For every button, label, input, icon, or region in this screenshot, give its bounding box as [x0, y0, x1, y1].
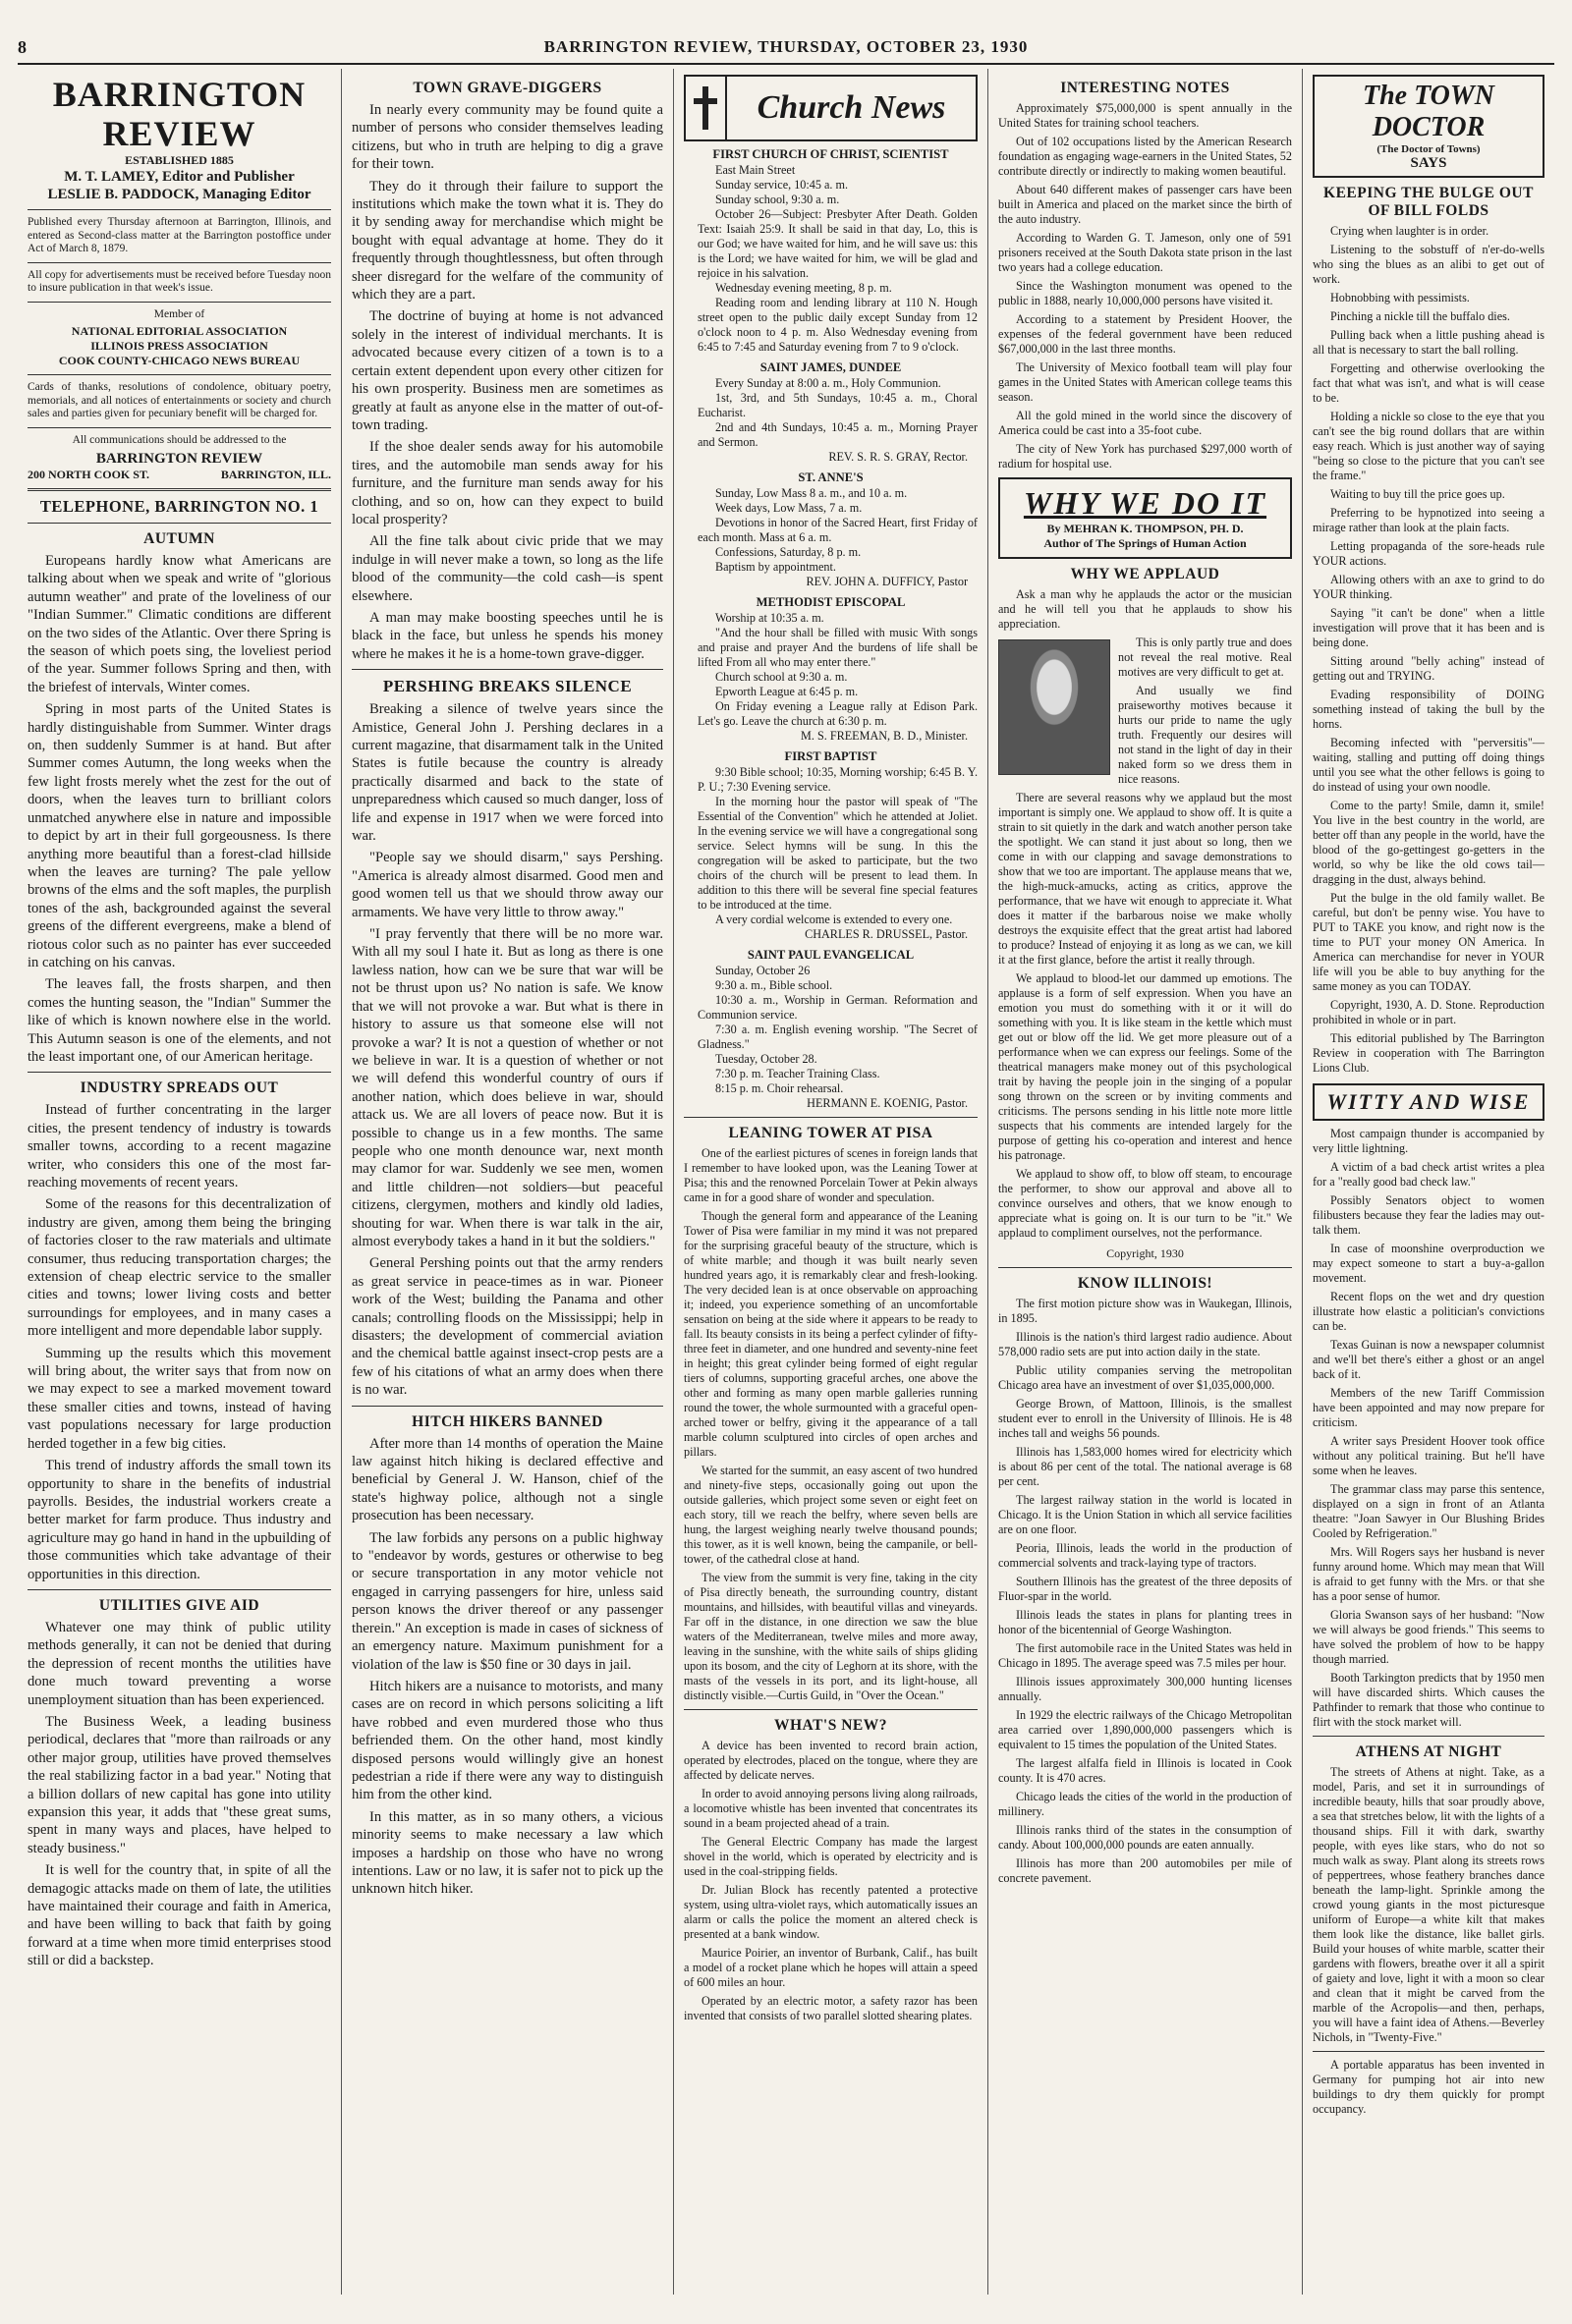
illinois-fact: The largest alfalfa field in Illinois is located in Cook county. It is 470 acres. — [998, 1756, 1292, 1785]
witty-item: A victim of a bad check artist writes a plea for a "really good bad check law." — [1313, 1160, 1544, 1189]
column-5 — [1303, 69, 1554, 2295]
church-line: October 26—Subject: Presbyter After Death. Golden Text: Isaiah 25:9. It shall be said in that day, Lo, this is our God; we have waited for him, and he will save us: this is the Lord; we have waited for him, we will be glad and rejoice in his salvation. — [698, 207, 978, 280]
article-paragraph: The streets of Athens at night. Take, as a model, Paris, and set it in surroundings of incredible beauty, hills that soar proudly above, a sea that stretches below, lit with the lights of a thousand ships. Fill it with dark, swarthy people, with eyes like stars, who do not so much walk as sway. Plant along its streets rows of peppertrees, whose feathery branches dance beneath the lamp-light. Sprinkle among the crowd young giants in the most picturesque uniform of Europe—a white kilt that makes them look like the distance, like ballet girls. Build your houses of white marble, scatter their gardens with flowers, breathe over it all a spirit of gaiety and love, light it with a moon so clear and clean that it might be carved from the marble of the Acropolis—and then, perhaps, you will have a faint idea of Athens.—Beverley Nichols, in "Twenty-Five." — [1313, 1765, 1544, 2044]
cross-icon — [686, 77, 727, 139]
article-paragraph: The doctrine of buying at home is not advanced solely in the interest of individual merchants. It is advocated because every citizen of a town is to a certain extent dependent upon every other citizen for his own prosperity. Business men are sometimes as greatly at fault as anyone else in the matter of out-of-town trading. — [352, 308, 663, 433]
headline-hitch-hikers: HITCH HIKERS BANNED — [412, 1412, 603, 1430]
article-paragraph: The Business Week, a leading business periodical, declares that "more than railroads or any other major group, utilities have proved themselves the real stabilizing factor in a bad year." Noting that a billion dollars of new capital has gone into utility expansion this year, it adds that "these great sums, spent in many ways and places, have helped to steady business." — [28, 1713, 331, 1856]
article-paragraph: Summing up the results which this movement will bring about, the writer says that from now on we may expect to see a marked movement toward these smaller cities and towns, instead of having vast populations necessary for large production herded together in a few big cities. — [28, 1345, 331, 1452]
church-name: SAINT JAMES, DUNDEE — [759, 360, 902, 374]
illinois-fact: Illinois issues approximately 300,000 hunting licenses annually. — [998, 1675, 1292, 1703]
article-paragraph: Breaking a silence of twelve years since the Amistice, General John J. Pershing declares in a current magazine, that disarmament talk in the United States is futile because the country is already practically disarmed and back to the state of unpreparedness which caused so much danger, loss of life and expense in 1917 when we were forced into war. — [352, 701, 663, 845]
church-line: 7:30 a. m. English evening worship. "The Secret of Gladness." — [698, 1023, 978, 1051]
masthead-established: ESTABLISHED 1885 — [125, 153, 234, 167]
columns — [18, 69, 1554, 2295]
church-line: On Friday evening a League rally at Edison Park. Let's go. Leave the church at 6:30 p. m. — [698, 699, 978, 728]
church-line: Worship at 10:35 a. m. — [715, 611, 824, 625]
article-paragraph: There are several reasons why we applaud but the most important is simply one. We applaud to show off. It is quite a strain to sit quietly in the dark and watch another person take the spotlight. We can stand it just about so long, then we come in with our clapping and savage demonstrations to show that we too are important. The applause means that we, the high-muck-amucks, acting as critics, approve the performance, that we have wit enough to appreciate it. What does it matter if the barbarous noise we make wholly destroys the exquisite effect that the great artist had labored to produce? Instead of enjoying it as long as we can, we kill it at the first glance, before the artist it really through. — [998, 791, 1292, 967]
illinois-fact: George Brown, of Mattoon, Illinois, is the smallest student ever to enroll in the University of Illinois. He is 48 inches tall and weighs 56 pounds. — [998, 1397, 1292, 1440]
town-doctor-says: SAYS — [1410, 155, 1447, 171]
witty-and-wise-banner — [1313, 1083, 1544, 1121]
article-paragraph: Europeans hardly know what Americans are talking about when we speak and write of "glorious autumn weather" and prate of the loveliness of our "Indian Summer." Climatic conditions are different on the two sides of the Atlantic. Over there Spring is the season of which poets sing, the loveliest period of the year. Summer follows Spring and then, with the briefest of intervals, Winter comes. — [28, 553, 331, 695]
illinois-fact: Illinois has 1,583,000 homes wired for electricity which is about 86 per cent of the total. The national average is 68 per cent. — [998, 1445, 1292, 1488]
church-line: 2nd and 4th Sundays, 10:45 a. m., Morning Prayer and Sermon. — [698, 420, 978, 449]
church-line: Wednesday evening meeting, 8 p. m. — [715, 281, 892, 295]
bulge-item: Pinching a nickle till the buffalo dies. — [1330, 309, 1510, 323]
headline-grave-diggers: TOWN GRAVE-DIGGERS — [413, 80, 602, 96]
ad-copy-note: All copy for advertisements must be received before Tuesday noon to insure publication in that week's issue. — [28, 268, 331, 294]
church-line: Week days, Low Mass, 7 a. m. — [715, 501, 863, 515]
church-line: 8:15 p. m. Choir rehearsal. — [715, 1081, 844, 1095]
witty-items — [1313, 1127, 1544, 1730]
masthead-title: BARRINGTON REVIEW — [52, 75, 307, 153]
article-paragraph: A man may make boosting speeches until he is black in the face, but unless he spends his money where he makes it he is a home-town grave-digger. — [352, 609, 663, 662]
note-paragraph: About 640 different makes of passenger cars have been built in America and placed on the market since the birth of the auto industry. — [998, 183, 1292, 226]
church-line: Epworth League at 6:45 p. m. — [715, 685, 859, 698]
bulge-item: Pulling back when a little pushing ahead is all that is necessary to start the ball rolling. — [1313, 328, 1544, 357]
why-author-note: Author of The Springs of Human Action — [1043, 536, 1247, 550]
page-number: 8 — [18, 37, 27, 57]
witty-item: Members of the new Tariff Commission have been appointed and may now prepare for criticism. — [1313, 1386, 1544, 1429]
church-line: Reading room and lending library at 110 N. Hough street open to the public daily except Sunday from 12 o'clock noon to 4 p. m. Also Wednesday evening from 6:45 to 7:45 and Saturday evening from 7 to 9 o'clock. — [698, 296, 978, 354]
witty-item: Most campaign thunder is accompanied by very little lightning. — [1313, 1127, 1544, 1155]
running-header — [18, 33, 1554, 65]
church-line: 7:30 p. m. Teacher Training Class. — [715, 1067, 880, 1080]
copyright-line: Copyright, 1930 — [1106, 1246, 1184, 1260]
bulge-item: Put the bulge in the old family wallet. Be careful, but don't be penny wise. You have to PUT to TAKE you know, and right now is the time to PUT your money ON America. In America can merchandise for never in YOUR life will you be able to buy anything for the same money as you can TODAY. — [1313, 891, 1544, 993]
church-pastor: CHARLES R. DRUSSEL, Pastor. — [805, 927, 968, 941]
headline-know-illinois: KNOW ILLINOIS! — [1077, 1275, 1213, 1292]
article-paragraph: In order to avoid annoying persons living along railroads, a locomotive whistle has been invented that concentrates its sound in a beam projected ahead of a train. — [684, 1787, 978, 1830]
witty-item: Mrs. Will Rogers says her husband is never funny around home. Which may mean that Will is afraid to get funny with the Mrs. or that she has a poor sense of humor. — [1313, 1545, 1544, 1603]
church-pastor: REV. JOHN A. DUFFICY, Pastor — [806, 575, 968, 588]
church-line: 9:30 a. m., Bible school. — [715, 978, 833, 992]
witty-item: Texas Guinan is now a newspaper columnist and we'll bet there's either a ghost or an angel back of it. — [1313, 1338, 1544, 1381]
church-line: Every Sunday at 8:00 a. m., Holy Communion. — [715, 376, 941, 390]
bulge-item: Holding a nickle so close to the eye that you can't see the big round dollars that are within easy reach. Which is just another way of saying "being so close to the picture that you can't see the frame." — [1313, 410, 1544, 482]
bulge-item: Evading responsibility of DOING something instead of taking the bull by the horns. — [1313, 688, 1544, 731]
column-3 — [674, 69, 988, 2295]
church-line: Sunday, Low Mass 8 a. m., and 10 a. m. — [715, 486, 908, 500]
illinois-fact: Chicago leads the cities of the world in the production of millinery. — [998, 1790, 1292, 1818]
note-paragraph: Since the Washington monument was opened to the public in 1888, nearly 10,000,000 persons have visited it. — [998, 279, 1292, 307]
publication-credit: This editorial published by The Barrington Review in cooperation with The Barrington Lions Club. — [1313, 1031, 1544, 1075]
note-paragraph: The city of New York has purchased $297,000 worth of radium for hospital use. — [998, 442, 1292, 470]
church-line: Confessions, Saturday, 8 p. m. — [715, 545, 862, 559]
communications-paper: BARRINGTON REVIEW — [95, 451, 263, 467]
bulge-item: Forgetting and otherwise overlooking the fact that what was isn't, and what is will cease to be. — [1313, 361, 1544, 405]
witty-item: A writer says President Hoover took office without any political training. But he'll have some when he leaves. — [1313, 1434, 1544, 1477]
publication-note: Published every Thursday afternoon at Barrington, Illinois, and entered as Second-class matter at the Barrington postoffice under Act of March 8, 1879. — [28, 216, 331, 254]
article-paragraph: In this matter, as in so many others, a vicious minority seems to make necessary a law which imposes a hardship on those who have no wrong intentions. Law or no law, it is safer not to pick up the unknown hitch hiker. — [352, 1808, 663, 1898]
article-paragraph: Instead of further concentrating in the larger cities, the present tendency of industry is towards smaller towns, according to a recent magazine writer, who considers this one of the most far-reaching movements of recent years. — [28, 1102, 331, 1190]
town-doctor-title: The TOWN DOCTOR — [1362, 81, 1495, 142]
bulge-item: Waiting to buy till the price goes up. — [1330, 487, 1505, 501]
article-paragraph: Operated by an electric motor, a safety razor has been invented that consists of two parallel slotted shearing plates. — [684, 1994, 978, 2022]
bulge-item: Hobnobbing with pessimists. — [1330, 291, 1470, 304]
article-paragraph: We applaud to blood-let our dammed up emotions. The applause is a form of self expression. When you have an emotion you must do something with it or it will do something with you. It is like steam in the kettle which must get out or blow off the lid. We get more pleasure out of a performance when we can express our feelings. Some of the theatrical managers make money out of this psychological trait by having the people join in the singing of a popular song thrown on the screen or by inviting comments and criticisms. The persons sending in his little note more little suspects that his comments are intended largely for the purpose of getting his co-operation and interest and hence his patronage. — [998, 971, 1292, 1162]
witty-item: Gloria Swanson says of her husband: "Now we will always be good friends." This seems to have solved the problem of how to be happy though married. — [1313, 1608, 1544, 1666]
article-paragraph: The view from the summit is very fine, taking in the city of Pisa directly beneath, the surrounding country, distant mountains, and hillsides, with beautiful villas and vineyards. Far off in the distance, in one direction we saw the blue waters of the Mediterranean, twelve miles and more away, leaving in the sunshine, with the white sails of ships gliding upon its bosom, and the city of Leghorn at its shore, with the masts of the vessels in its port, and its light-house, all distinctly visible.—Curtis Guild, in "Over the Ocean." — [684, 1571, 978, 1702]
town-doctor-subtitle: (The Doctor of Towns) — [1376, 143, 1481, 155]
article-paragraph: Some of the reasons for this decentralization of industry are given, among them being the bringing of factories closer to the raw materials and ultimate consumer, thus reducing transportation charges; the extension of cheap electric service to the smaller cities and towns; lower living costs and better surroundings for employees, and in many cases a more intelligent and more dependable labor supply. — [28, 1196, 331, 1340]
headline-bulge: KEEPING THE BULGE OUT OF BILL FOLDS — [1323, 185, 1534, 219]
column-4 — [988, 69, 1303, 2295]
church-name: FIRST CHURCH OF CHRIST, SCIENTIST — [712, 147, 949, 161]
church-line: Sunday, October 26 — [715, 964, 811, 977]
why-we-do-it-title: WHY WE DO IT — [1023, 485, 1267, 521]
illinois-fact: The first automobile race in the United States was held in Chicago in 1895. The average speed was 7.5 miles per hour. — [998, 1641, 1292, 1670]
headline-autumn: AUTUMN — [143, 530, 215, 547]
article-paragraph: Spring in most parts of the United States is hardly distinguishable from Summer. Winter drags on, then suddenly Summer is at hand. But after Summer comes Autumn, the long weeks when the few light frosts merely whet the zest for the out of doors, when the leaves turn to brilliant colors unmatched anywhere else in nature and impossible to depict by art in their full gorgeousness. Is there anything more beautiful than a forest-clad hillside when the leaves are turning? The pale yellow browns of the elms and the soft maples, the purplish tones of the ash, backgrounded against the several greens of the different evergreens, make a blend of riotous color such as no painter has ever succeeded in catching on his canvas. — [28, 701, 331, 970]
church-line: Tuesday, October 28. — [715, 1052, 817, 1066]
article-paragraph: General Pershing points out that the army renders as great service in peace-times as in war. Pioneer work of the West; building the Panama and other canals; controlling floods on the Mississippi; help in disasters; the development of commercial aviation and the chemical battle against insect-crop pests are a few of his citations of what an army does when there is no war. — [352, 1255, 663, 1399]
note-paragraph: According to a statement by President Hoover, the expenses of the federal government have been reduced $67,000,000 in the last three months. — [998, 312, 1292, 356]
note-paragraph: Approximately $75,000,000 is spent annually in the United States for training school teachers. — [998, 101, 1292, 130]
church-list — [684, 147, 978, 1111]
bulge-item: Preferring to be hypnotized into seeing a mirage rather than look at the plain facts. — [1313, 506, 1544, 534]
church-line: 10:30 a. m., Worship in German. Reformation and Communion service. — [698, 993, 978, 1022]
article-paragraph: Hitch hikers are a nuisance to motorists, and many cases are on record in which persons soliciting a lift have robbed and even murdered those who thus befriended them. On the other hand, most kindly disposed persons would willingly give an honest pedestrian a ride if there were any way to distinguish him from the other kind. — [352, 1678, 663, 1803]
witty-item: The grammar class may parse this sentence, displayed on a sign in front of an Atlanta theatre: "Joan Sawyer in Our Blushing Brides Cooled by Refrigeration." — [1313, 1482, 1544, 1540]
headline-industry: INDUSTRY SPREADS OUT — [80, 1079, 279, 1097]
church-line: "And the hour shall be filled with music With songs and praise and prayer And the burdens of life shall be lifted From all who may enter there." — [698, 626, 978, 669]
illinois-fact: The largest railway station in the world is located in Chicago. It is the Union Station in which all service facilities are on one floor. — [998, 1493, 1292, 1536]
masthead-managing-editor: LESLIE B. PADDOCK, Managing Editor — [47, 187, 311, 202]
illinois-facts — [998, 1297, 1292, 1886]
illinois-fact: Illinois leads the states in plans for planting trees in honor of the bicentennial of George Washington. — [998, 1608, 1292, 1636]
why-byline: By MEHRAN K. THOMPSON, PH. D. — [1046, 522, 1244, 535]
article-paragraph: Dr. Julian Block has recently patented a protective system, using ultra-violet rays, which automatically issues an alarm or calls the police the moment an altered check is presented at a bank window. — [684, 1883, 978, 1941]
running-head: BARRINGTON REVIEW, THURSDAY, OCTOBER 23, 1930 — [543, 37, 1029, 56]
church-line: Church school at 9:30 a. m. — [715, 670, 848, 684]
witty-item: Recent flops on the wet and dry question illustrate how elastic a politician's convictions can be. — [1313, 1290, 1544, 1333]
copyright-note: Copyright, 1930, A. D. Stone. Reproduction prohibited in whole or in part. — [1313, 998, 1544, 1026]
witty-item: Possibly Senators object to women filibusters because they fear the ladies may out-talk them. — [1313, 1193, 1544, 1237]
illinois-fact: Peoria, Illinois, leads the world in the production of commercial solvents and track-laying type of tractors. — [998, 1541, 1292, 1570]
bulge-item: Listening to the sobstuff of n'er-do-wells who sing the blues as an alibi to get out of work. — [1313, 243, 1544, 286]
bulge-item: Crying when laughter is in order. — [1330, 224, 1489, 238]
article-paragraph: This trend of industry affords the small town its opportunity to share in the benefits of industrial payrolls. Besides, the industrial workers create a better market for farm produce. Thus industry and agriculture may go hand in hand in the upbuilding of those communities which take advantage of their opportunities in this direction. — [28, 1458, 331, 1582]
headline-pisa: LEANING TOWER AT PISA — [728, 1125, 933, 1141]
headline-interesting-notes: INTERESTING NOTES — [1060, 80, 1230, 96]
cards-note: Cards of thanks, resolutions of condolence, obituary poetry, memorials, and all notices of entertainments or society and church sales and parties given for pecuniary benefit will be charged for. — [28, 381, 331, 419]
article-paragraph: "People say we should disarm," says Pershing. "America is already almost disarmed. Good men and good women tell us that we should throw away our armaments. We have very little to throw away." — [352, 850, 663, 920]
church-line: Baptism by appointment. — [715, 560, 836, 574]
article-paragraph: The General Electric Company has made the largest shovel in the world, which is operated by electricity and is used in the coal-stripping fields. — [684, 1835, 978, 1878]
headline-whats-new: WHAT'S NEW? — [773, 1717, 888, 1734]
headline-pershing: PERSHING BREAKS SILENCE — [382, 677, 633, 696]
bulge-item: Becoming infected with "perversitis"—waiting, stalling and putting off doing things until you see what the other fellows is going to do instead of using your own noodle. — [1313, 736, 1544, 794]
illinois-fact: The first motion picture show was in Waukegan, Illinois, in 1895. — [998, 1297, 1292, 1325]
article-paragraph: This is only partly true and does not reveal the real motive. Real motives are very difficult to get at. — [1118, 636, 1292, 679]
church-pastor: REV. S. R. S. GRAY, Rector. — [828, 450, 968, 464]
article-paragraph: In nearly every community may be found quite a number of persons who consider themselves leading citizens, but who in truth are helping to dig a grave for their town. — [352, 102, 663, 173]
author-portrait — [998, 639, 1110, 775]
article-paragraph: After more than 14 months of operation the Maine law against hitch hiking is declared effective and beneficial by General J. W. Hanson, chief of the state's highway police, although not a single prosecution has been necessary. — [352, 1435, 663, 1524]
bulge-item: Sitting around "belly aching" instead of getting out and TRYING. — [1313, 654, 1544, 683]
illinois-fact: In 1929 the electric railways of the Chicago Metropolitan area carried over 1,890,000,000 passengers which is equivalent to 15 times the population of the United States. — [998, 1708, 1292, 1751]
witty-and-wise-title: WITTY AND WISE — [1326, 1089, 1531, 1114]
telephone-line: TELEPHONE, BARRINGTON NO. 1 — [39, 497, 319, 516]
headline-why-we-applaud: WHY WE APPLAUD — [1070, 566, 1220, 582]
church-line: 9:30 Bible school; 10:35, Morning worship; 6:45 B. Y. P. U.; 7:30 Evening service. — [698, 765, 978, 794]
church-line: East Main Street — [715, 163, 796, 177]
why-we-do-it-banner — [998, 477, 1292, 559]
article-paragraph: One of the earliest pictures of scenes in foreign lands that I remember to have looked upon, was the Leaning Tower at Pisa; this and the renowned Porcelain Tower at Pekin always came in for a good share of wonder and speculation. — [684, 1146, 978, 1204]
bulge-item: Allowing others with an axe to grind to do YOUR thinking. — [1313, 573, 1544, 601]
illinois-fact: Southern Illinois has the greatest of the three deposits of Fluor-spar in the world. — [998, 1575, 1292, 1603]
illinois-fact: Illinois is the nation's third largest radio audience. About 578,000 radio sets are put into action daily in the state. — [998, 1330, 1292, 1358]
article-paragraph: If the shoe dealer sends away for his automobile tires, and the automobile man sends away for his furniture, and the furniture man sends away for his clothing, and so on, how can they expect to build local prosperity? — [352, 439, 663, 527]
church-line: Sunday service, 10:45 a. m. — [715, 178, 849, 192]
article-paragraph: Though the general form and appearance of the Leaning Tower of Pisa were familiar in my mind it was not prepared for the surprising graceful beauty of the structure, which is of white marble; and though it was built nearly seven hundred years ago, it is remarkably clear and fresh-looking. The very decided lean is at once observable on approaching it; indeed, you experience something of an uncomfortable sensation on being at the side where it appears to be ready to fall. Its beauty consists in its being a perfect cylinder of fifty-three feet in diameter, and one hundred and seventy-nine feet in height; this great cylinder being formed of eight regular tiers of columns, supporting graceful arches, one above the other and forming as many open marble galleries running round the tower, the whole surmounted with a graceful open-arched tower or belfry, giving it the appearance of a tall marble column sculptured into circles of open arches and pillars. — [684, 1209, 978, 1459]
masthead-editor: M. T. LAMEY, Editor and Publisher — [64, 169, 295, 185]
note-paragraph: According to Warden G. T. Jameson, only one of 591 prisoners received at the South Dakota state prison in the last two years had a college education. — [998, 231, 1292, 274]
note-paragraph: All the gold mined in the world since the discovery of America could be cast into a 35-foot cube. — [998, 409, 1292, 437]
association-2: ILLINOIS PRESS ASSOCIATION — [90, 339, 268, 353]
address-line — [28, 468, 331, 482]
church-pastor: HERMANN E. KOENIG, Pastor. — [807, 1096, 968, 1110]
article-paragraph: We started for the summit, an easy ascent of two hundred and ninety-five steps, occasionally going out upon the outside galleries, which project some seven or eight feet on each story, till we reach the belfry, where seven bells are hung, the largest weighing nearly twelve thousand pounds; this tower, as it is well known, being the campanile, or bell-tower, of the cathedral close at hand. — [684, 1464, 978, 1566]
church-line: 1st, 3rd, and 5th Sundays, 10:45 a. m., Choral Eucharist. — [698, 391, 978, 419]
member-label: Member of — [153, 307, 205, 320]
church-name: FIRST BAPTIST — [784, 749, 877, 763]
column-2 — [342, 69, 674, 2295]
bulge-items — [1313, 224, 1544, 994]
church-news-title: Church News — [757, 89, 946, 126]
witty-item: In case of moonshine overproduction we may expect someone to start a buy-a-gallon movement. — [1313, 1242, 1544, 1285]
church-line: A very cordial welcome is extended to every one. — [715, 913, 953, 926]
church-name: SAINT PAUL EVANGELICAL — [747, 948, 915, 962]
church-line: Sunday school, 9:30 a. m. — [715, 193, 840, 206]
article-paragraph: All the fine talk about civic pride that we may indulge in will never make a town, so long as the life blood of the community—the cold cash—is spent elsewhere. — [352, 533, 663, 604]
article-paragraph: And usually we find praiseworthy motives because it hurts our pride to name the ugly truth. Frequently our desires will not stand in the light of day in their naked form so we dress them in nice reasons. — [1118, 684, 1292, 786]
article-paragraph: They do it through their failure to support the institutions which make the town what it is. They do it by sending away for merchandise which might be bought with equal advantage at home. They do it frequently through thoughtlessness, but often through sheer disregard for the welfare of the community of which they are a part. — [352, 178, 663, 304]
note-paragraph: Out of 102 occupations listed by the American Research foundation as engaging wage-earners in the United States, 52 contribute directly or indirectly to making women beautiful. — [998, 135, 1292, 178]
address-city: BARRINGTON, ILL. — [220, 468, 331, 481]
bulge-item: Come to the party! Smile, damn it, smile! You live in the best country in the world, are better off than any people in the world, have the blood of the go-gettingest go-getters in the world, so why be like the old cows tail—dragging in the dust, always behind. — [1313, 799, 1544, 886]
headline-athens: ATHENS AT NIGHT — [1355, 1743, 1502, 1760]
witty-item: Booth Tarkington predicts that by 1950 men will have discarded shirts. Which causes the Pathfinder to remark that those who continue to flirt with the stock market will. — [1313, 1671, 1544, 1729]
town-doctor-banner — [1313, 75, 1544, 178]
address-street: 200 NORTH COOK ST. — [28, 468, 150, 481]
article-paragraph: The law forbids any persons on a public highway to "endeavor by words, gestures or otherwise to beg or secure transportation in any motor vehicle not engaged in carrying passengers for hire, unless said person knows the driver thereof or any passenger therein." An exception is made in cases of sickness of an emergency nature. Maximum punishment for a violation of the law is $50 fine or 30 days in jail. — [352, 1529, 663, 1673]
headline-utilities: UTILITIES GIVE AID — [98, 1596, 260, 1614]
church-line: Devotions in honor of the Sacred Heart, first Friday of each month. Mass at 6 a. m. — [698, 516, 978, 544]
illinois-fact: Illinois ranks third of the states in the consumption of candy. About 100,000,000 pounds are eaten annually. — [998, 1823, 1292, 1852]
church-pastor: M. S. FREEMAN, B. D., Minister. — [801, 729, 968, 743]
note-paragraph: The University of Mexico football team will play four games in the United States with American college teams this season. — [998, 360, 1292, 404]
church-name: ST. ANNE'S — [798, 470, 864, 484]
article-paragraph: "I pray fervently that there will be no more war. With all my soul I hate it. But as long as there is one lawless nation, how can we be sure that war will be not be thrust upon us? No nation is safe. We know that we will not provoke a war. But what is there in history to assure us that someone else will not provoke a war? It is not a question of whether or not we believe in war. It is a question of whether or not we will defend this wonderful country of ours if another nation, which does believe in war, should attack us. We are all lovers of peace now. But it is possible to change us in a few months. The same people who one month denounce war, next month may clamor for war. Suddenly we see men, women and little children—not soldiers—but peaceful citizens, clergymen, mothers and kindly old ladies, shouting for war. When there is war talk in the air, almost everybody takes a hand in it but the soldiers." — [352, 926, 663, 1249]
article-paragraph: It is well for the country that, in spite of all the demagogic attacks made on them of late, the utilities have maintained their courage and faith in America, and have been willing to back that faith by going forward at a time when more timid enterprises stood still or did a backstep. — [28, 1862, 331, 1969]
communications-note: All communications should be addressed to the — [72, 433, 287, 446]
association-1: NATIONAL EDITORIAL ASSOCIATION — [71, 324, 288, 338]
article-paragraph: Maurice Poirier, an inventor of Burbank, Calif., has built a model of a rocket plane which he hopes will attain a speed of 600 miles an hour. — [684, 1946, 978, 1989]
article-paragraph: The leaves fall, the frosts sharpen, and then comes the hunting season, the "Indian" Summer the like of which is known nowhere else in the world. This Autumn season is one of the elements, and not the least important one, of our American heritage. — [28, 976, 331, 1065]
illinois-fact: Public utility companies serving the metropolitan Chicago area have an investment of over $1,035,000,000. — [998, 1363, 1292, 1392]
bulge-item: Letting propaganda of the sore-heads rule YOUR actions. — [1313, 539, 1544, 568]
portable-apparatus-note: A portable apparatus has been invented in Germany for pumping hot air into new buildings to dry them quickly for prompt occupancy. — [1313, 2058, 1544, 2116]
article-paragraph: Ask a man why he applauds the actor or the musician and he will tell you that he applauds to show his appreciation. — [998, 587, 1292, 631]
column-1 — [18, 69, 342, 2295]
association-3: COOK COUNTY-CHICAGO NEWS BUREAU — [58, 354, 301, 367]
article-paragraph: A device has been invented to record brain action, operated by electrodes, placed on the tongue, where they are affected by delicate nerves. — [684, 1739, 978, 1782]
church-name: METHODIST EPISCOPAL — [756, 595, 906, 609]
illinois-fact: Illinois has more than 200 automobiles per mile of concrete pavement. — [998, 1856, 1292, 1885]
church-news-banner — [684, 75, 978, 141]
article-paragraph: Whatever one may think of public utility methods generally, it can not be denied that during the depression of recent months the utilities have done much toward preventing a worse unemployment situation than has been experienced. — [28, 1619, 331, 1708]
church-line: In the morning hour the pastor will speak of "The Essential of the Convention" which he attended at Joliet. In the evening service we will have a congregational song service. Select hymns will be sung. In this the congregation will be asked to participate, but the two choirs of the church will be present to lead them. In addition to this there will be several fine special features to be introduced at the time. — [698, 795, 978, 912]
bulge-item: Saying "it can't be done" when a little investigation will prove that it has been and is being done. — [1313, 606, 1544, 649]
article-paragraph: We applaud to show off, to blow off steam, to encourage the performer, to show our approval and above all to convince ourselves and others, that we know enough to appreciate what is going on. It is our turn to be "it." We applaud to compliment ourselves, not the performance. — [998, 1167, 1292, 1240]
